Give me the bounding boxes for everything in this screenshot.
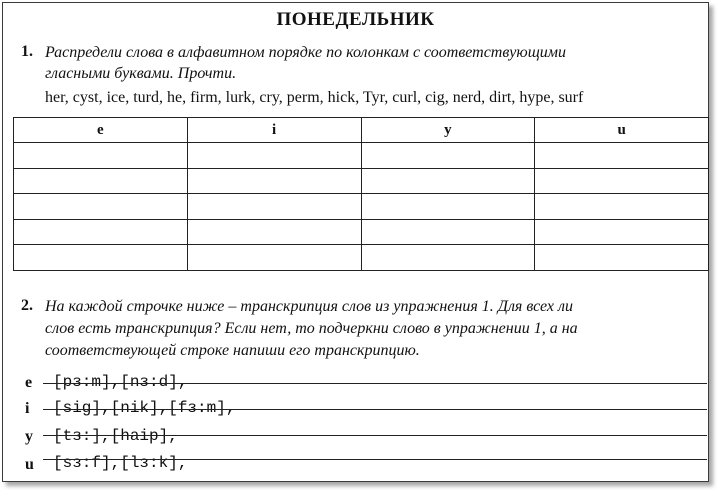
answer-line-i[interactable] [43, 409, 707, 410]
column-header-e: e [14, 118, 188, 143]
table-cell[interactable] [361, 168, 535, 194]
word-list: her, cyst, ice, turd, he, firm, lurk, cry, perm, hick, Tyr, curl, cig, nerd, dirt, hype, surf [45, 89, 584, 106]
table-cell[interactable] [187, 168, 361, 194]
exercise-2-instruction-line-1: На каждой строчке ниже – транскрипция слов из упражнения 1. Для всех ли [45, 298, 573, 315]
table-row [14, 219, 709, 245]
transcription-text-e: [pɜ:m],[nɜ:d], [53, 373, 188, 391]
transcription-text-i: [sig],[nik],[fɜ:m], [53, 399, 236, 417]
table-row [14, 143, 709, 169]
transcription-text-y: [tɜ:],[haip], [53, 427, 178, 445]
table-cell[interactable] [535, 143, 709, 169]
exercise-1-number: 1. [21, 43, 33, 60]
table-cell[interactable] [14, 194, 188, 220]
answer-line-e[interactable] [43, 383, 707, 384]
column-header-u: u [535, 118, 709, 143]
table-cell[interactable] [535, 219, 709, 245]
row-label-e: e [25, 374, 33, 391]
page-title: ПОНЕДЕЛЬНИК [276, 9, 435, 30]
table-cell[interactable] [14, 219, 188, 245]
exercise-2-instruction-line-3: соответствующей строке напиши его транскрипцию. [45, 342, 420, 359]
table-cell[interactable] [187, 219, 361, 245]
answer-line-y[interactable] [43, 435, 707, 436]
table-cell[interactable] [361, 245, 535, 271]
row-label-y: y [25, 428, 33, 445]
answer-line-u[interactable] [43, 459, 707, 460]
table-cell[interactable] [187, 245, 361, 271]
exercise-1-instruction-line-2: гласными буквами. Прочти. [45, 65, 237, 82]
table-cell[interactable] [14, 245, 188, 271]
table-cell[interactable] [187, 143, 361, 169]
table-cell[interactable] [361, 194, 535, 220]
vowel-sorting-table [13, 117, 709, 271]
table-header-row [14, 118, 709, 143]
row-label-i: i [25, 400, 30, 417]
table-cell[interactable] [535, 194, 709, 220]
table-row [14, 194, 709, 220]
column-header-y: y [361, 118, 535, 143]
worksheet [2, 2, 709, 482]
exercise-2-instruction-line-2: слов есть транскрипция? Если нет, то подчеркни слово в упражнении 1, а на [45, 320, 578, 337]
table-cell[interactable] [535, 168, 709, 194]
table-cell[interactable] [187, 194, 361, 220]
row-label-u: u [25, 456, 34, 473]
exercise-2-number: 2. [21, 297, 33, 314]
table-row [14, 245, 709, 271]
table-row [14, 168, 709, 194]
table-cell[interactable] [14, 143, 188, 169]
column-header-i: i [187, 118, 361, 143]
exercise-1-instruction-line-1: Распредели слова в алфавитном порядке по колонкам с соответствующими [45, 44, 566, 61]
table-cell[interactable] [361, 219, 535, 245]
table-cell[interactable] [361, 143, 535, 169]
table-cell[interactable] [535, 245, 709, 271]
table-cell[interactable] [14, 168, 188, 194]
transcription-text-u: [sɜ:f],[lɜ:k], [53, 454, 188, 472]
